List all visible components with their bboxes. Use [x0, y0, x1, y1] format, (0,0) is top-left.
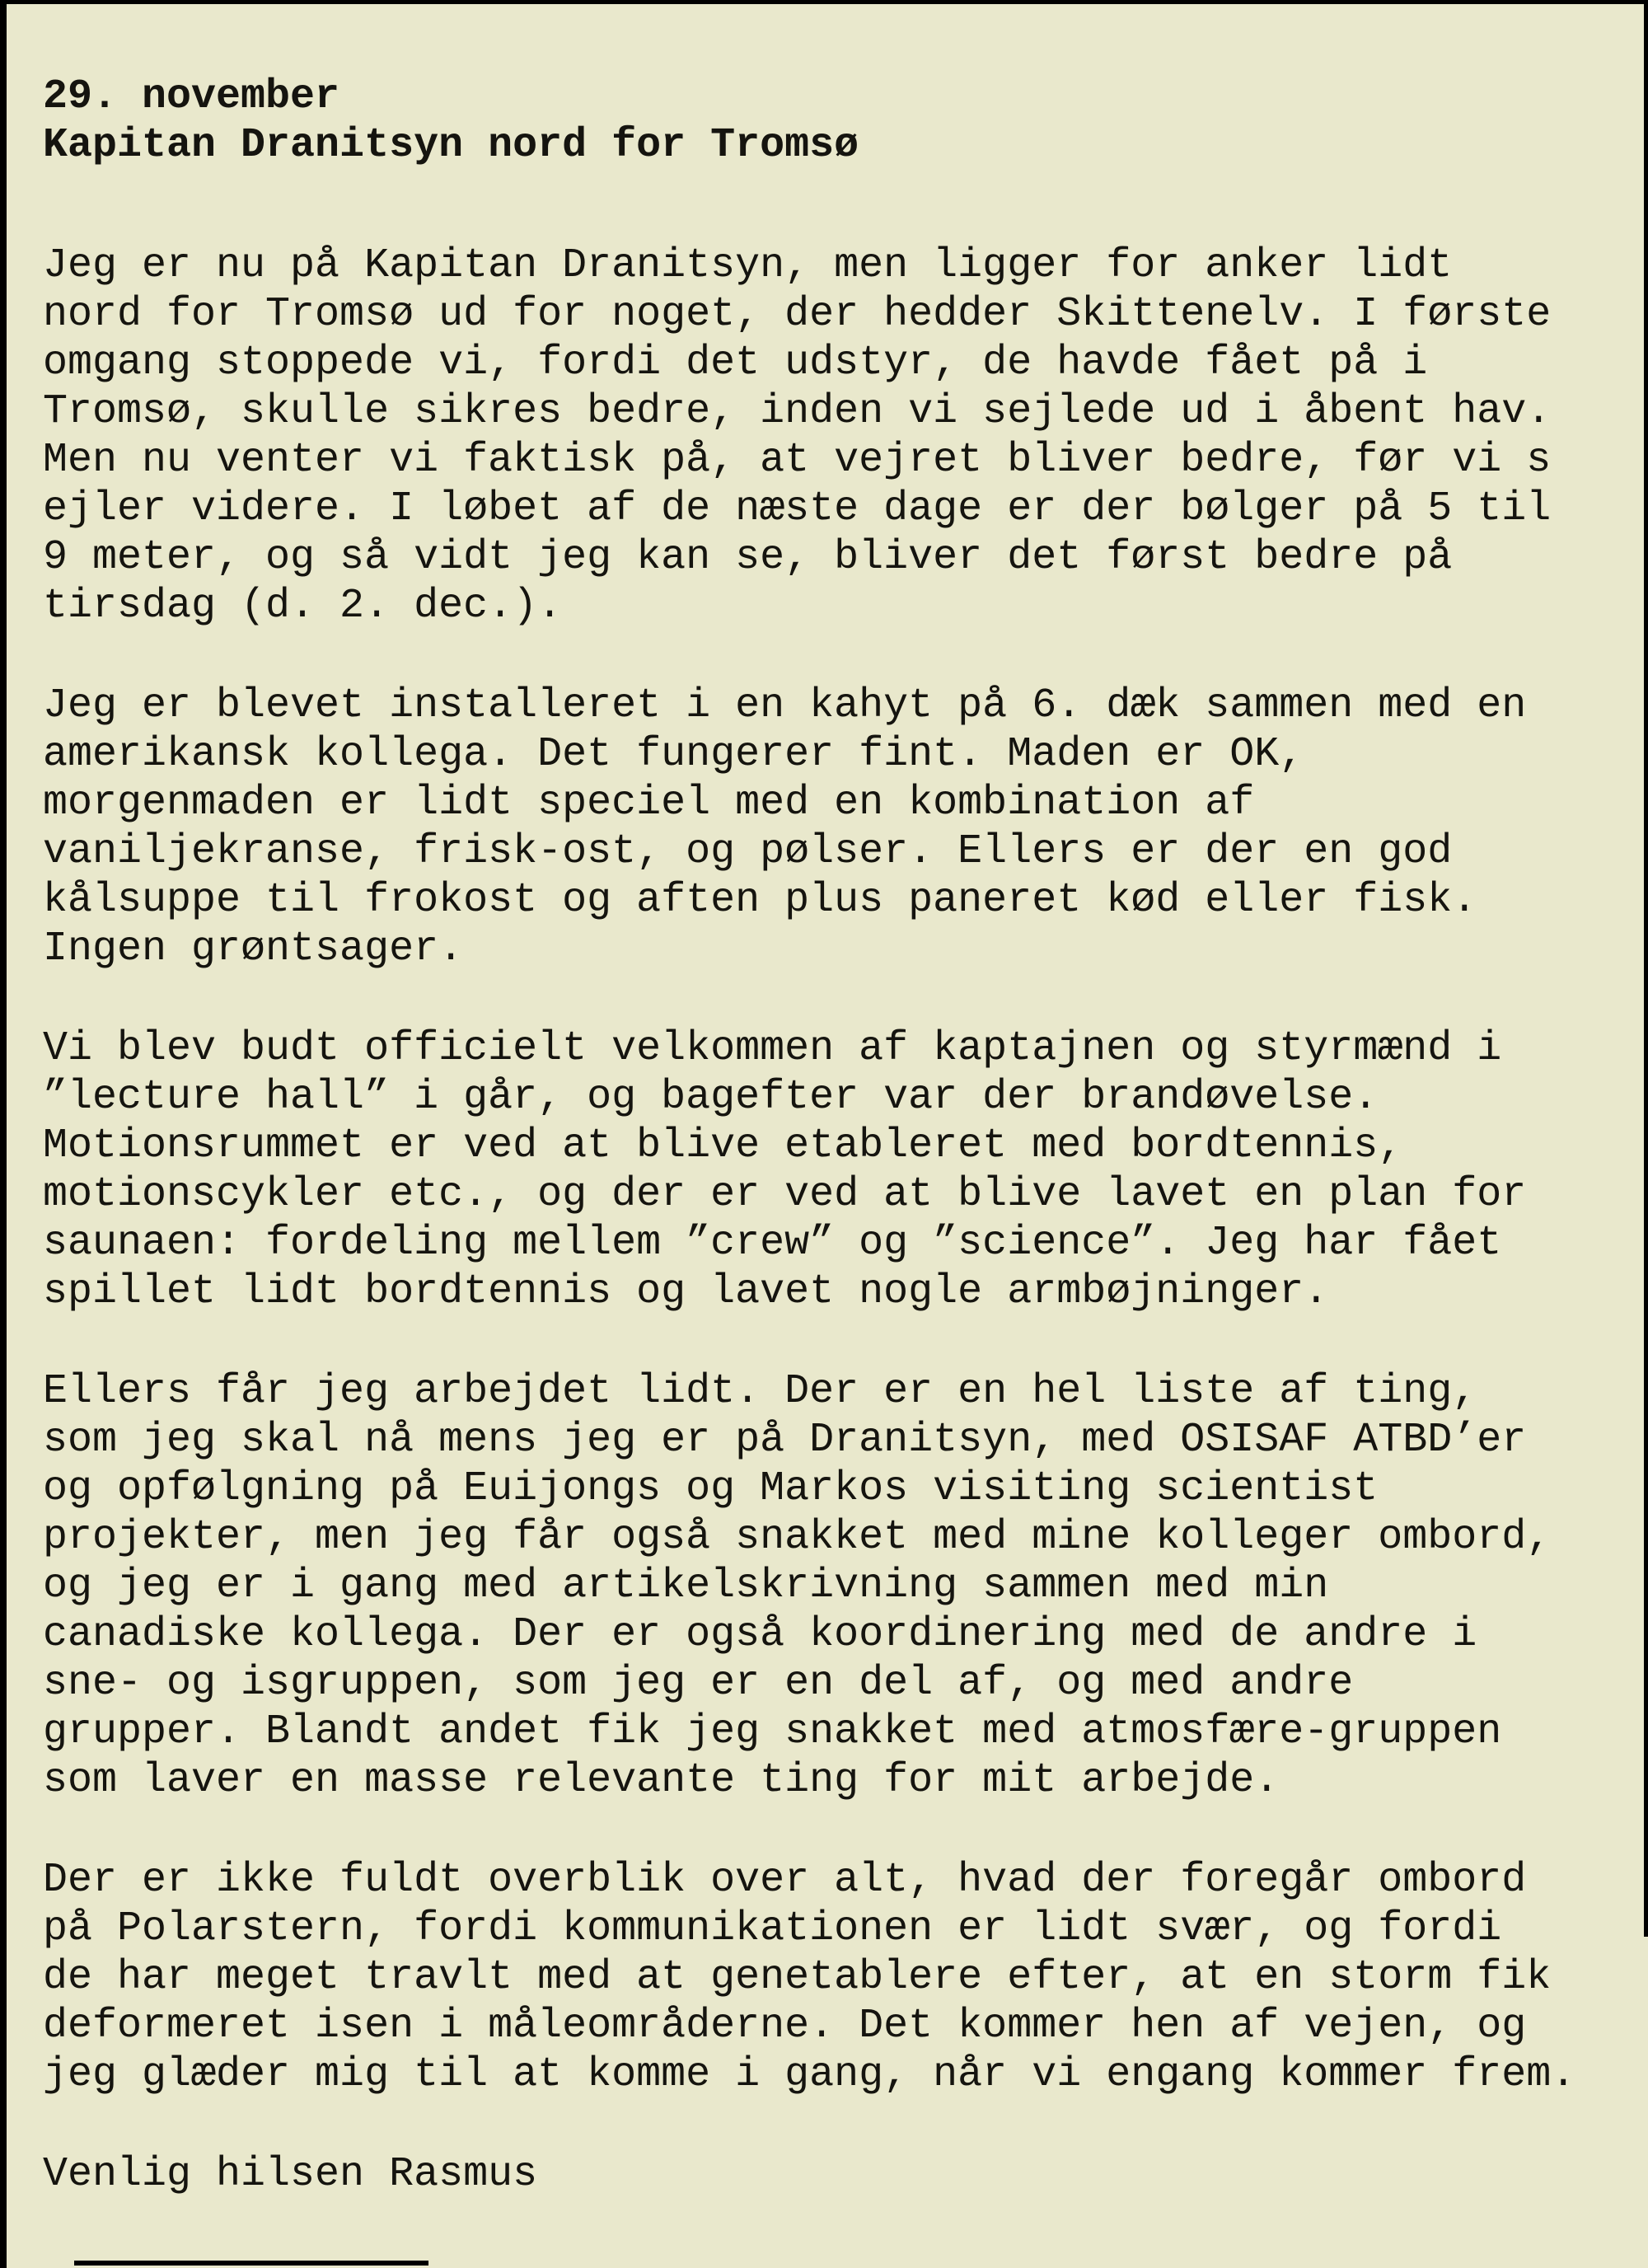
text-line: motionscykler etc., og der er ved at blive lavet en plan for: [43, 1171, 1527, 1218]
text-line: Men nu venter vi faktisk på, at vejret bliver bedre, før vi s: [43, 437, 1552, 484]
text-line: ”lecture hall” i går, og bagefter var der brandøvelse.: [43, 1074, 1379, 1121]
text-line: Jeg er nu på Kapitan Dranitsyn, men ligger for anker lidt: [43, 242, 1453, 289]
scan-edge-right: [1644, 0, 1648, 1937]
text-line: Motionsrummet er ved at blive etableret med bordtennis,: [43, 1122, 1403, 1169]
text-line: spillet lidt bordtennis og lavet nogle armbøjninger.: [43, 1268, 1329, 1315]
paragraph: [43, 1856, 1615, 2099]
letter-heading: [43, 73, 1615, 170]
text-line: som jeg skal nå mens jeg er på Dranitsyn, med OSISAF ATBD’er: [43, 1417, 1527, 1464]
text-line: sne- og isgruppen, som jeg er en del af, og med andre: [43, 1660, 1354, 1707]
scan-edge-bottom: [74, 2261, 428, 2266]
paragraph: [43, 1367, 1615, 1805]
text-line: de har meget travlt med at genetablere efter, at en storm fik: [43, 1954, 1552, 2001]
heading-subject: Kapitan Dranitsyn nord for Tromsø: [43, 122, 859, 169]
text-line: og opfølgning på Euijongs og Markos visiting scientist: [43, 1465, 1379, 1512]
text-line: Ellers får jeg arbejdet lidt. Der er en hel liste af ting,: [43, 1368, 1477, 1415]
text-line: omgang stoppede vi, fordi det udstyr, de havde fået på i: [43, 340, 1428, 387]
text-line: Tromsø, skulle sikres bedre, inden vi sejlede ud i åbent hav.: [43, 388, 1552, 435]
text-line: tirsdag (d. 2. dec.).: [43, 583, 563, 630]
text-line: Ingen grøntsager.: [43, 925, 464, 972]
text-line: nord for Tromsø ud for noget, der hedder Skittenelv. I første: [43, 291, 1552, 338]
text-line: på Polarstern, fordi kommunikationen er lidt svær, og fordi: [43, 1905, 1502, 1952]
text-line: deformeret isen i måleområderne. Det kommer hen af vejen, og: [43, 2003, 1527, 2050]
text-line: saunaen: fordeling mellem ”crew” og ”science”. Jeg har fået: [43, 1220, 1502, 1267]
scan-edge-top: [0, 0, 1648, 4]
heading-date: 29. november: [43, 73, 340, 120]
scan-edge-left: [0, 0, 7, 2268]
text-line: 9 meter, og så vidt jeg kan se, bliver det først bedre på: [43, 534, 1453, 581]
text-line: og jeg er i gang med artikelskrivning sammen med min: [43, 1563, 1329, 1610]
text-line: projekter, men jeg får også snakket med mine kolleger ombord,: [43, 1514, 1552, 1561]
text-line: morgenmaden er lidt speciel med en kombination af: [43, 780, 1255, 827]
paragraph: [43, 241, 1615, 630]
paragraph: [43, 1024, 1615, 1316]
paragraph: [43, 682, 1615, 973]
text-line: jeg glæder mig til at komme i gang, når vi engang kommer frem.: [43, 2051, 1576, 2098]
text-line: Jeg er blevet installeret i en kahyt på 6. dæk sammen med en: [43, 682, 1527, 729]
letter-body: [43, 241, 1615, 2099]
text-line: Vi blev budt officielt velkommen af kaptajnen og styrmænd i: [43, 1025, 1502, 1072]
text-line: vaniljekranse, frisk-ost, og pølser. Ellers er der en god: [43, 828, 1453, 875]
text-line: kålsuppe til frokost og aften plus paneret kød eller fisk.: [43, 877, 1477, 924]
text-line: amerikansk kollega. Det fungerer fint. Maden er OK,: [43, 731, 1304, 778]
text-line: canadiske kollega. Der er også koordinering med de andre i: [43, 1611, 1477, 1658]
text-line: Der er ikke fuldt overblik over alt, hvad der foregår ombord: [43, 1857, 1527, 1904]
text-line: grupper. Blandt andet fik jeg snakket med atmosfære-gruppen: [43, 1708, 1502, 1755]
signoff: Venlig hilsen Rasmus: [43, 2151, 538, 2198]
text-line: ejler videre. I løbet af de næste dage er der bølger på 5 til: [43, 485, 1552, 532]
letter-content: [43, 73, 1615, 2199]
text-line: som laver en masse relevante ting for mit arbejde.: [43, 1757, 1280, 1804]
